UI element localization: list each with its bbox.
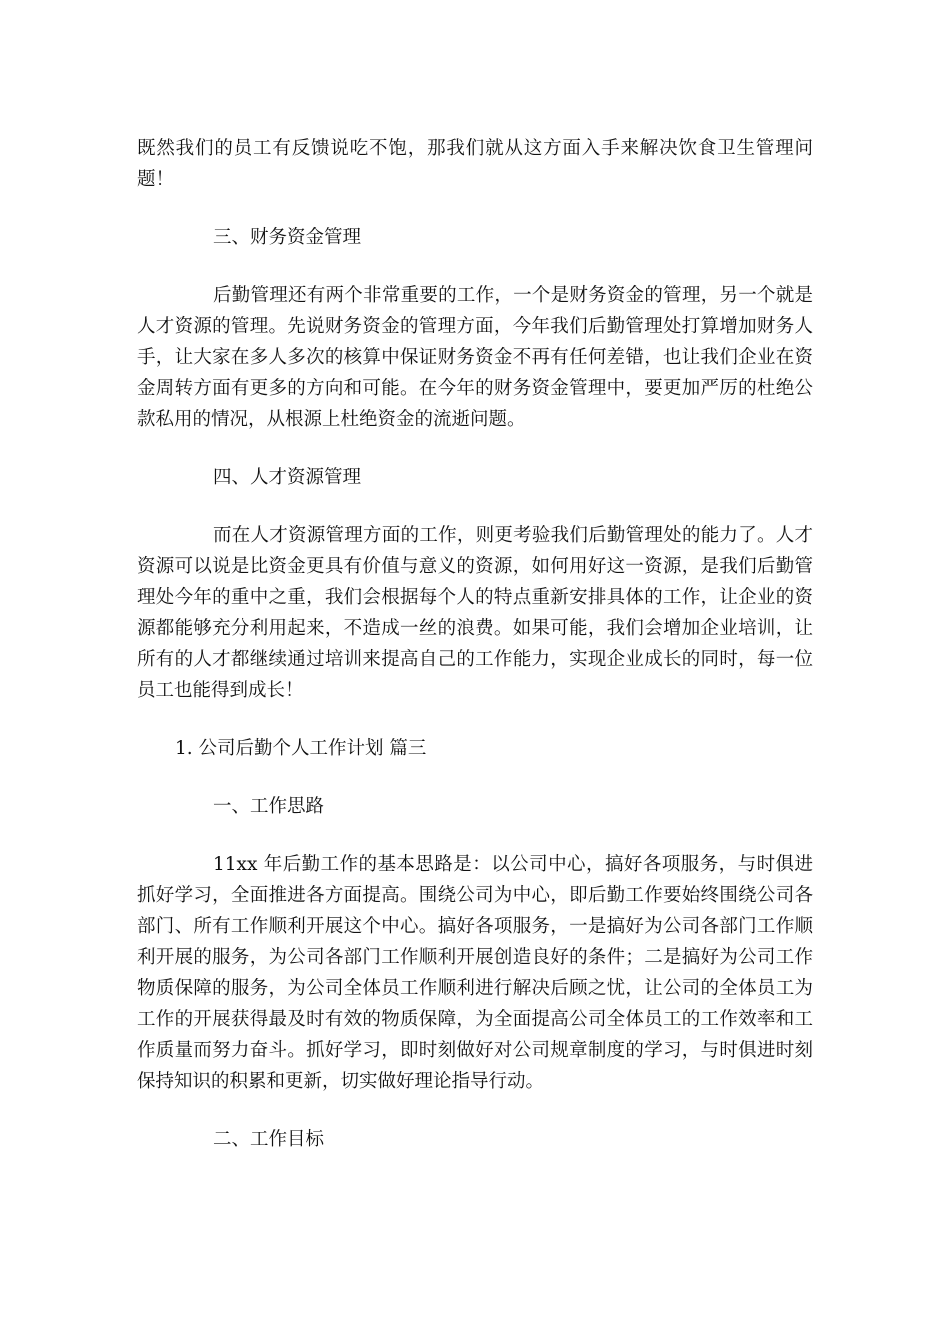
section-subtitle: 1. 公司后勤个人工作计划 篇三 bbox=[175, 738, 427, 759]
heading-work-idea: 一、工作思路 bbox=[213, 796, 325, 817]
paragraph-finance: 后勤管理还有两个非常重要的工作，一个是财务资金的管理，另一个就是人才资源的管理。先说财务资金的管理方面，今年我们后勤管理处打算增加财务人手，让大家在多人多次的核算中保证财务资金不再有任何差错，也让我们企业在资金周转方面有更多的方向和可能。在今年的财务资金管理中，要更加严厉的杜绝公款私用的情况，从根源上杜绝资金的流逝问题。 bbox=[137, 285, 813, 430]
paragraph-talent: 而在人才资源管理方面的工作，则更考验我们后勤管理处的能力了。人才资源可以说是比资金更具有价值与意义的资源，如何用好这一资源，是我们后勤管理处今年的重中之重，我们会根据每个人的特点重新安排具体的工作，让企业的资源都能够充分利用起来，不造成一丝的浪费。如果可能，我们会增加企业培训，让所有的人才都继续通过培训来提高自己的工作能力，实现企业成长的同时，每一位员工也能得到成长！ bbox=[137, 525, 813, 701]
document-body bbox=[137, 133, 813, 1155]
heading-talent: 四、人才资源管理 bbox=[213, 467, 362, 488]
heading-work-goal: 二、工作目标 bbox=[213, 1129, 325, 1150]
paragraph-work-idea: 11xx 年后勤工作的基本思路是：以公司中心，搞好各项服务，与时俱进抓好学习，全面推进各方面提高。围绕公司为中心，即后勤工作要始终围绕公司各部门、所有工作顺利开展这个中心。搞好各项服务，一是搞好为公司各部门工作顺利开展的服务，为公司各部门工作顺利开展创造良好的条件；二是搞好为公司工作物质保障的服务，为公司全体员工作顺利进行解决后顾之忧，让公司的全体员工为工作的开展获得最及时有效的物质保障，为全面提高公司全体员工的工作效率和工作质量而努力奋斗。抓好学习，即时刻做好对公司规章制度的学习，与时俱进时刻保持知识的积累和更新，切实做好理论指导行动。 bbox=[137, 854, 813, 1092]
paragraph-intro: 既然我们的员工有反馈说吃不饱，那我们就从这方面入手来解决饮食卫生管理问题！ bbox=[137, 138, 813, 190]
heading-finance: 三、财务资金管理 bbox=[213, 227, 362, 248]
